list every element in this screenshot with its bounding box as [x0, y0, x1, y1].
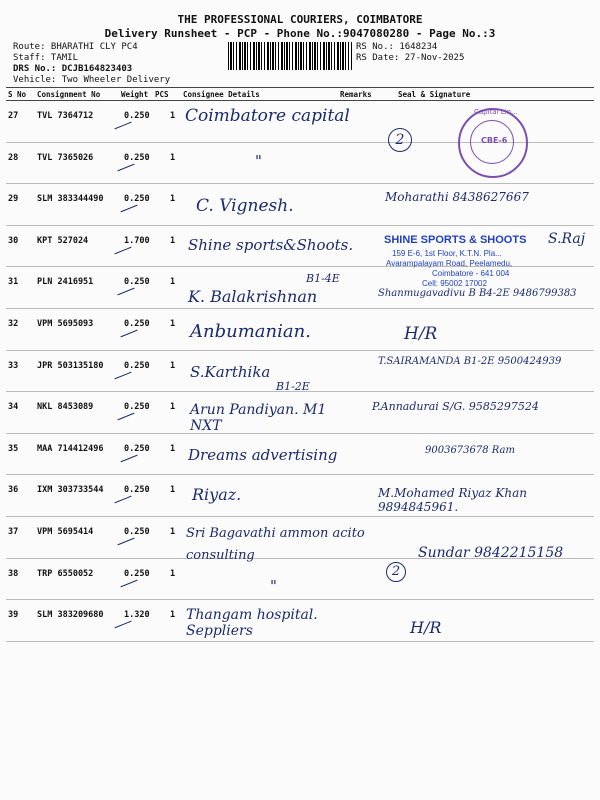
row-consignment: TRP 6550052	[37, 568, 94, 579]
row-pcs: 1	[170, 402, 176, 413]
row-pcs: 1	[170, 319, 176, 329]
shine-stamp-title: SHINE SPORTS & SHOOTS	[384, 234, 527, 246]
drs-label: DRS No.: DCJB164823403	[13, 64, 133, 74]
row-sno: 39	[8, 610, 19, 621]
route-label: Route: BHARATHI CLY PC4	[13, 42, 138, 52]
row-pcs: 1	[170, 527, 176, 537]
col-sno: S No	[8, 90, 27, 99]
row-consignment: PLN 2416951	[37, 277, 94, 288]
hw-consignee-35: Dreams advertising	[188, 446, 338, 464]
row-consignment: KPT 527024	[37, 235, 89, 246]
hw-seal-39: H/R	[410, 618, 442, 637]
row-pcs: 1	[170, 111, 176, 121]
row-consignment: MAA 714412496	[37, 443, 104, 454]
row-sno: 36	[8, 485, 19, 496]
hw-consignee-36: Riyaz.	[192, 485, 242, 504]
row-weight: 0.250	[124, 443, 150, 454]
row-pcs: 1	[170, 235, 176, 246]
row-weight: 0.250	[124, 402, 150, 413]
row-sno: 37	[8, 527, 19, 537]
col-weight: Weight	[121, 90, 149, 99]
row-sno: 31	[8, 277, 19, 288]
row-consignment: TVL 7364712	[37, 111, 94, 121]
shine-stamp-addr1: 159 E-6, 1st Floor, K.T.N. Pla...	[392, 249, 502, 258]
barcode	[228, 42, 352, 70]
tick-mark	[114, 122, 131, 130]
hw-seal-37: Sundar 9842215158	[418, 545, 564, 561]
tick-mark	[117, 413, 134, 421]
row-sno: 30	[8, 235, 19, 246]
row-pcs: 1	[170, 568, 176, 579]
col-consignment: Consignment No	[37, 90, 101, 99]
hw-seal-30: S.Raj	[548, 231, 586, 247]
row-weight: 0.250	[124, 152, 150, 163]
shine-stamp-addr2: Avarampalayam Road, Peelamedu,	[386, 259, 513, 268]
row-sno: 35	[8, 443, 19, 454]
col-consignee: Consignee Details	[183, 90, 260, 99]
tick-mark	[117, 288, 134, 296]
tick-mark	[114, 496, 131, 504]
row-weight: 1.700	[124, 235, 150, 246]
row-sno: 34	[8, 402, 19, 413]
row-consignment: TVL 7365026	[37, 152, 94, 163]
row-pcs: 1	[170, 152, 176, 163]
col-remarks: Remarks	[340, 90, 372, 99]
row-pcs: 1	[170, 610, 176, 621]
tick-mark	[114, 371, 131, 379]
hw-seal-34: P.Annadurai S/G. 9585297524	[372, 400, 539, 413]
capital-stamp-text: Capital Lin...	[474, 108, 518, 116]
row-weight: 0.250	[124, 485, 150, 496]
row-consignment: VPM 5695414	[37, 527, 94, 537]
row-consignment: JPR 503135180	[37, 360, 104, 371]
rs-no: RS No.: 1648234	[356, 42, 438, 52]
hw-consignee-32: Anbumanian.	[190, 321, 311, 342]
company-title: THE PROFESSIONAL COURIERS, COIMBATORE	[177, 13, 423, 26]
runsheet-title: Delivery Runsheet - PCP - Phone No.:9047080280 - Page No.:3	[104, 27, 496, 40]
staff-label: Staff: TAMIL	[13, 53, 79, 63]
hw-consignee-27: Coimbatore capital	[185, 106, 350, 126]
hw-note-31: B1-4E	[306, 272, 340, 285]
row-weight: 0.250	[124, 319, 150, 329]
row-pcs: 1	[170, 360, 176, 371]
hw-seal-32: H/R	[404, 324, 438, 344]
row-weight: 0.250	[124, 527, 150, 537]
tick-mark	[120, 454, 137, 462]
hw-seal-33: T.SAIRAMANDA B1-2E 9500424939	[378, 356, 562, 367]
row-consignment: NKL 8453089	[37, 402, 94, 413]
tick-mark	[120, 579, 137, 587]
capital-stamp-code: CBE-6	[481, 136, 508, 145]
circled-2: 2	[388, 128, 412, 152]
tick-mark	[120, 205, 137, 213]
col-pcs: PCS	[155, 90, 169, 99]
rs-date: RS Date: 27-Nov-2025	[356, 53, 465, 63]
hw-consignee-38: "	[270, 577, 277, 595]
row-weight: 0.250	[124, 360, 150, 371]
row-sno: 27	[8, 111, 19, 121]
row-sno: 38	[8, 568, 19, 579]
row-sno: 32	[8, 319, 19, 329]
tick-mark	[117, 163, 134, 171]
row-sno: 29	[8, 194, 19, 205]
shine-stamp-addr3: Coimbatore - 641 004	[432, 269, 510, 278]
row-weight: 0.250	[124, 277, 150, 288]
circled-2-b: 2	[386, 562, 406, 582]
tick-mark	[117, 538, 134, 546]
tick-mark	[114, 621, 131, 629]
row-consignment: VPM 5695093	[37, 319, 94, 329]
row-consignment: IXM 303733544	[37, 485, 104, 496]
col-seal: Seal & Signature	[398, 90, 471, 99]
row-pcs: 1	[170, 485, 176, 496]
row-weight: 0.250	[124, 568, 150, 579]
row-pcs: 1	[170, 194, 176, 205]
row-weight: 1.320	[124, 610, 150, 621]
hw-consignee-37: Sri Bagavathi ammon acito consulting	[186, 526, 365, 563]
row-weight: 0.250	[124, 111, 150, 121]
hw-seal-35: 9003673678 Ram	[425, 445, 516, 456]
row-consignment: SLM 383209680	[37, 610, 104, 621]
row-weight: 0.250	[124, 194, 150, 205]
hw-note-33: B1-2E	[276, 380, 310, 393]
hw-seal-31: Shanmugavadivu B B4-2E 9486799383	[378, 288, 577, 299]
row-sno: 28	[8, 152, 19, 163]
hw-consignee-31: K. Balakrishnan	[188, 287, 318, 306]
hw-consignee-29: C. Vignesh.	[196, 196, 294, 216]
shine-stamp-cell: Cell: 95002 17002	[422, 279, 487, 288]
hw-consignee-30: Shine sports&Shoots.	[188, 236, 354, 254]
row-pcs: 1	[170, 277, 176, 288]
hw-consignee-34: Arun Pandiyan. M1 NXT	[190, 402, 327, 434]
vehicle-label: Vehicle: Two Wheeler Delivery	[13, 75, 171, 85]
hw-consignee-33: S.Karthika	[190, 363, 271, 381]
hw-seal-36: M.Mohamed Riyaz Khan 9894845961.	[378, 486, 527, 514]
hw-consignee-28: "	[255, 152, 262, 170]
row-consignment: SLM 383344490	[37, 194, 104, 205]
tick-mark	[120, 330, 137, 338]
tick-mark	[114, 246, 131, 254]
hw-consignee-39: Thangam hospital. Seppliers	[186, 607, 318, 639]
row-pcs: 1	[170, 443, 176, 454]
hw-seal-29: Moharathi 8438627667	[385, 190, 529, 204]
row-sno: 33	[8, 360, 19, 371]
